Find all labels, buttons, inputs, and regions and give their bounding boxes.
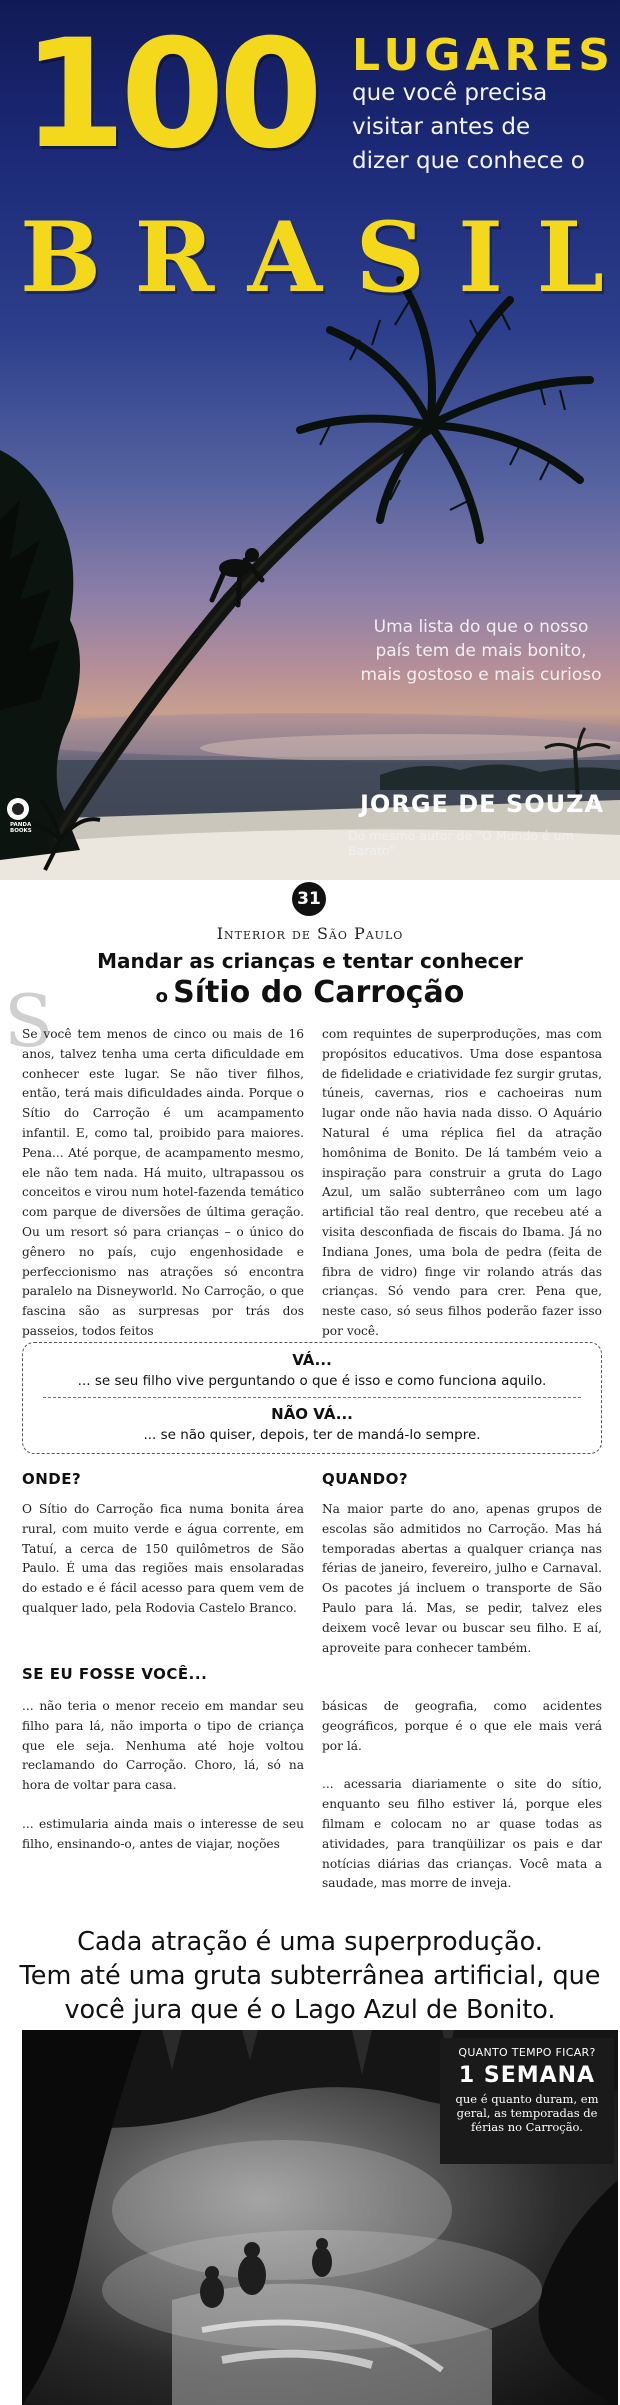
brasil-letter: B (20, 201, 102, 314)
cover-tagline-line-2: país tem de mais bonito, (375, 641, 587, 661)
se-eu-fosse-heading: SE EU FOSSE VOCÊ... (22, 1665, 208, 1683)
body-paragraph: Se você tem menos de cinco ou mais de 16 anos, talvez tenha uma certa dificuldade em conhecer este lugar. Se não tiver filhos, então, terá mais dificuldades ainda. Porque o Sítio do Carroção é um acampamento infantil. E, como tal, proibido para maiores. Pena... Até porque, de acampamento mesmo, ele não tem nada. Há muito, ultrapassou os conceitos e virou num hotel-fazenda temático com parque de diversões de última geração. Ou um resort só para crianças – o único do gênero no país, cujo engenhosidade e perfeccionismo nas atrações só encontra paralelo na Disneyworld. No Carroção, o que fascina são as surpresas por trás dos passeios, todos feitos (22, 1027, 304, 1338)
cover-author: JORGE DE SOUZA (360, 790, 605, 818)
cave-photo (22, 2030, 618, 2405)
se-eu-paragraph: ... estimularia ainda mais o interesse de seu filho, ensinando-o, antes de viajar, noções (22, 1816, 304, 1851)
se-eu-paragraph: básicas de geografia, como acidentes geográficos, porque é o que ele mais verá por lá. (322, 1699, 602, 1753)
headline-place-name: Sítio do Carroção (173, 975, 465, 1010)
tempo-question: QUANTO TEMPO FICAR? (458, 2046, 596, 2059)
article-kicker: Interior de São Paulo (216, 924, 404, 943)
body-column-2 (322, 1025, 602, 1342)
tempo-note: que é quanto duram, em geral, as temporadas de férias no Carroção. (455, 2092, 599, 2134)
va-nao-va-box (22, 1342, 602, 1454)
onde-section (22, 1500, 304, 1619)
article-headline-name (0, 975, 620, 1010)
pull-quote-line: você jura que é o Lago Azul de Bonito. (64, 1995, 556, 2025)
cover-lugares: LUGARES (352, 30, 615, 81)
brasil-letter: I (458, 201, 504, 314)
se-eu-fosse-column-1 (22, 1697, 304, 1855)
tempo-answer: 1 SEMANA (458, 2063, 596, 2088)
panda-icon (7, 798, 29, 820)
article-headline: Mandar as crianças e tentar conhecer (97, 949, 523, 973)
cover-author-note: Do mesmo autor de "O Mundo é um Barato" (348, 828, 574, 858)
headline-article-word: o (155, 986, 169, 1007)
nao-va-heading: NÃO VÁ... (271, 1405, 353, 1423)
cover-tagline-line-1: Uma lista do que o nosso (373, 617, 589, 637)
pull-quote (0, 1925, 620, 2027)
quando-section (322, 1500, 602, 1658)
publisher-logo (7, 798, 32, 836)
pull-quote-line: Cada atração é uma superprodução. (77, 1927, 543, 1957)
brasil-letter: S (355, 201, 425, 314)
pull-quote-line: Tem até uma gruta subterrânea artificial, que (19, 1961, 601, 1991)
va-heading: VÁ... (292, 1351, 332, 1369)
publisher-name: PANDA BOOKS (10, 822, 32, 834)
onde-heading: ONDE? (22, 1470, 82, 1488)
va-text: ... se seu filho vive perguntando o que é isso e como funciona aquilo. (77, 1373, 547, 1389)
se-eu-paragraph: ... acessaria diariamente o site do sítio, enquanto seu filho estiver lá, porque eles filmam e colocam no ar quase todas as atividades, para tranqüilizar os pais e dar notícias diárias das crianças. Você mata a saudade, mas morre de inveja. (322, 1777, 602, 1891)
page-number-badge: 31 (292, 882, 326, 916)
se-eu-fosse-column-2 (322, 1697, 602, 1894)
body-paragraph: com requintes de superproduções, mas com propósitos educativos. Uma dose espantosa de fidelidade e criatividade fez surgir grutas, túneis, cavernas, rios e cachoeiras num lugar onde não havia nada disso. O Aquário Natural é uma réplica fiel da atração homônima de Bonito. De lá também veio a inspiração para construir a gruta do Lago Azul, um salão subterrâneo com um lago artificial tão real dentro, que recebeu até a visita desconfiada de fiscais do Ibama. Já no Indiana Jones, uma bola de pedra (feita de fibra de vidro) finge vir rolando atrás das crianças. Só vendo para crer. Pena que, neste caso, só seus filhos poderão fazer isso por você. (322, 1027, 602, 1338)
nao-va-text: ... se não quiser, depois, ter de mandá-lo sempre. (143, 1427, 481, 1443)
book-cover (0, 0, 620, 880)
body-column-1 (22, 1025, 304, 1342)
cover-tagline-line-3: mais gostoso e mais curioso (360, 665, 602, 685)
quando-heading: QUANDO? (322, 1470, 409, 1488)
cover-number: 100 (22, 8, 318, 182)
cover-subtitle-line-1: que você precisa (352, 80, 548, 106)
brasil-letter: R (134, 201, 215, 314)
se-eu-paragraph: ... não teria o menor receio em mandar seu filho para lá, não importa o tipo de criança que ele seja. Nenhuma até hoje voltou reclamando do Carroção. Choro, lá, só na hora de voltar para casa. (22, 1699, 304, 1793)
brasil-letter: A (247, 201, 323, 314)
cover-subtitle-line-2: visitar antes de (352, 114, 531, 140)
onde-text: O Sítio do Carroção fica numa bonita área rural, com muito verde e água corrente, em Tatuí, a cerca de 150 quilômetros de São Paulo. É uma das regiões mais ensolaradas do estado e é fácil acesso para quem vem de qualquer lado, pela Rodovia Castelo Branco. (22, 1502, 304, 1615)
quando-text: Na maior parte do ano, apenas grupos de escolas são admitidos no Carroção. Mas há temporadas abertas a qualquer criança nas férias de janeiro, fevereiro, julho e Carnaval. Os pacotes já incluem o transporte de São Paulo para lá. Mas, se pedir, talvez eles deixem você levar ou buscar seu filho. E aí, aproveite para conhecer também. (322, 1502, 602, 1655)
cover-subtitle-line-3: dizer que conhece o (352, 148, 585, 174)
brasil-letter: L (536, 201, 604, 314)
cover-brasil (20, 201, 604, 314)
box-divider (43, 1397, 581, 1398)
tempo-box (440, 2038, 614, 2164)
drop-cap: S (4, 979, 54, 1063)
